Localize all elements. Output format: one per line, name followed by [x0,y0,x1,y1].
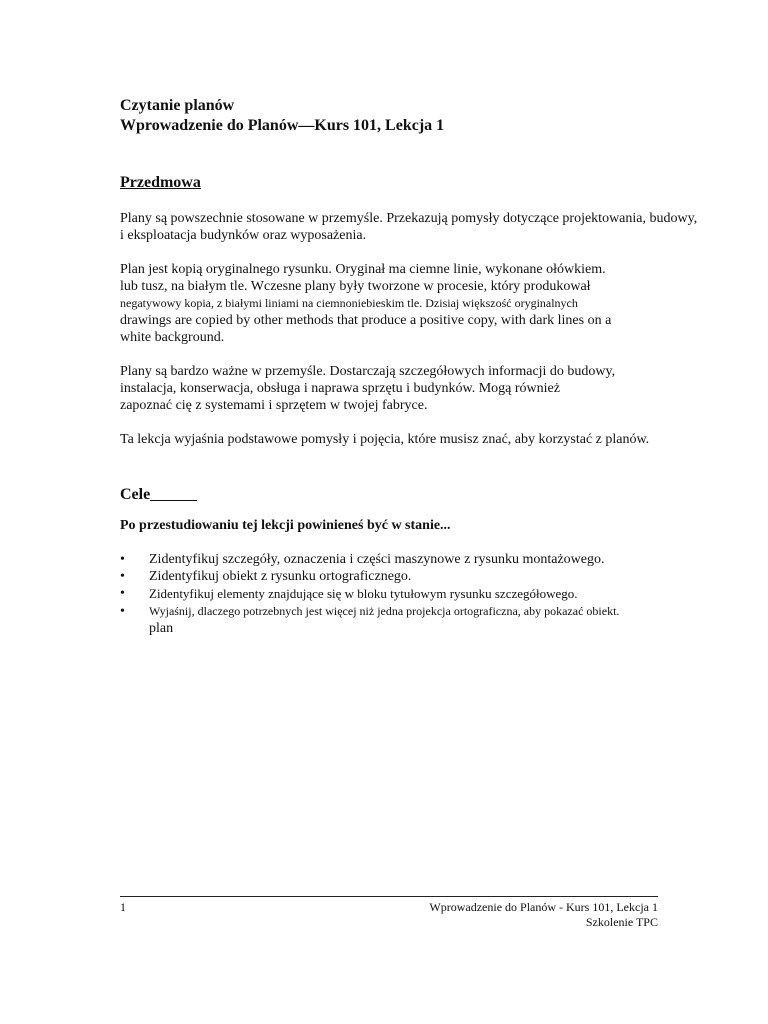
foreword-paragraph-3 [120,363,720,414]
list-item [120,551,720,568]
paragraph-line: Ta lekcja wyjaśnia podstawowe pomysły i pojęcia, które musisz znać, aby korzystać z planów. [120,432,650,447]
list-item-text: Zidentyfikuj szczegóły, oznaczenia i części maszynowe z rysunku montażowego. [149,552,605,567]
bullet-icon: • [120,586,125,601]
paragraph-line: Plany są powszechnie stosowane w przemyśle. Przekazują pomysły dotyczące projektowania, budowy, [120,211,698,226]
paragraph-line: Plan jest kopią oryginalnego rysunku. Oryginał ma ciemne linie, wykonane ołówkiem. [120,262,606,277]
paragraph-line: instalacja, konserwacja, obsługa i naprawa sprzętu i budynków. Mogą również [120,381,560,396]
foreword-heading: Przedmowa [120,174,201,191]
paragraph-line: white background. [120,330,225,345]
document-title: Czytanie planów [120,97,235,114]
paragraph-line: negatywowy kopia, z białymi liniami na ciemnoniebieskim tle. Dzisiaj większość oryginalnych [120,296,578,310]
paragraph-line: lub tusz, na białym tle. Wczesne plany były tworzone w procesie, który produkował [120,279,591,294]
objectives-list [120,551,720,620]
footer-org: Szkolenie TPC [585,915,658,929]
paragraph-line: Plany są bardzo ważne w przemyśle. Dostarczają szczegółowych informacji do budowy, [120,364,616,379]
footer-right [429,900,658,930]
list-item-continuation: plan [149,621,174,636]
document-page [120,96,720,637]
footer-course: Wprowadzenie do Planów - Kurs 101, Lekcja 1 [429,900,658,914]
bullet-icon: • [120,604,125,619]
footer-divider [120,896,658,897]
bullet-icon: • [120,552,125,567]
objectives-heading [120,485,720,505]
list-item [120,585,720,603]
heading-underline [150,485,197,501]
paragraph-line: zapoznać cię z systemami i sprzętem w twojej fabryce. [120,398,428,413]
foreword-paragraph-2 [120,261,720,346]
paragraph-line: i eksploatacja budynków oraz wyposażenia. [120,228,367,243]
bullet-icon: • [120,569,125,584]
page-number: 1 [120,900,126,914]
list-item [120,603,720,620]
list-item-text: Wyjaśnij, dlaczego potrzebnych jest więcej niż jedna projekcja ortograficzna, aby pokazać obiekt. [149,604,620,618]
paragraph-line: drawings are copied by other methods that produce a positive copy, with dark lines on a [120,313,612,328]
list-item-text: Zidentyfikuj elementy znajdujące się w bloku tytułowym rysunku szczegółowego. [149,586,578,601]
list-item [120,568,720,585]
foreword-paragraph-4 [120,431,720,448]
foreword-paragraph-1 [120,210,720,244]
list-item-text: Zidentyfikuj obiekt z rysunku ortograficznego. [149,569,412,584]
objectives-intro: Po przestudiowaniu tej lekcji powinieneś być w stanie... [120,518,451,533]
objectives-heading-text: Cele [120,486,151,503]
document-subtitle: Wprowadzenie do Planów—Kurs 101, Lekcja 1 [120,117,445,134]
